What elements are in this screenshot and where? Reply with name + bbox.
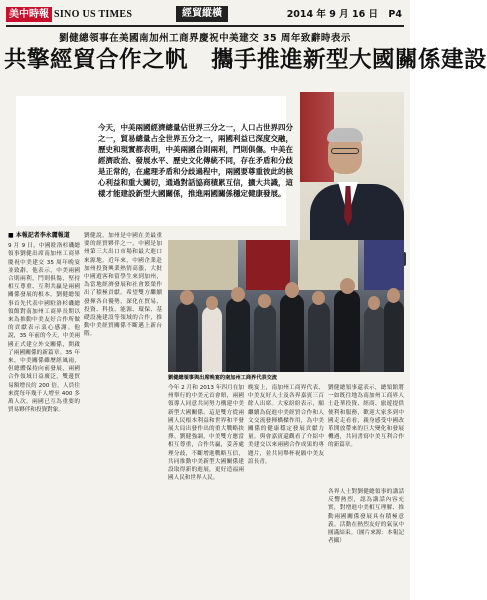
article-column-3: [168, 384, 244, 594]
paper-name: SINO US TIMES: [54, 9, 133, 20]
byline: ■ 本報記者李永麗報道: [8, 232, 70, 239]
masthead: [6, 5, 404, 27]
column-2-text: 劉健說，加州是中國在美最重要的經貿夥伴之一，中國是加州第三大出口市場和最大進口來源地。近年來，中國企業赴加州投資興業熱情高漲，大批中國遊客和留學生來到加州，為當地經濟發展和社會繁榮作出了積極貢獻。希望雙方繼續發揮各自優勢，深化在貿易、投資、科技、能源、環保、基礎設施建設等領域的合作，推動中美經貿關係不斷邁上新台階。: [84, 233, 162, 338]
column-4-text: 晚宴上，南加州工商界代表、中美友好人士及各界嘉賓三百餘人出席。大家紛紛表示，願繼續為促進中美經貿合作和人文交流發揮橋樑作用，為中美關係的健康穩定發展貢獻力量。與會嘉賓還觀看了介紹中美建交以來兩國合作成果的專題片，並共同舉杯祝願中美友誼長青。: [248, 385, 324, 465]
page-number: P4: [388, 9, 402, 20]
column-1-text: 9 月 9 日，中國駐洛杉磯總領事劉健出席南加州工商界慶祝中美建交 35 周年晚宴並致辭。他表示，中美兩國合則兩利，鬥則俱傷，堅持相互尊重、互利共贏是兩國關係發展的根本。劉健總領事首先代表中國駐洛杉磯總領館對南加州工商界長期以來為推動中美友好合作所做的貢獻表示衷心感謝。他說，35 年前的今天，中美兩國正式建立外交關係，開啟了兩國關係的新篇章。35 年來，中美關係雖歷經風雨，但總體保持向前發展，兩國合作領域日益廣泛，雙邊貿易額增長約 200 倍，人員往來從每年幾千人增至 400 多萬人次，兩國已互為重要的貿易夥伴和投資對象。: [8, 243, 80, 414]
column-3-text: 今年 2 月和 2013 年四月在加州舉行的中美元首會晤，兩國領導人同意共同努力構建中美新型大國關係。這是雙方從兩國人民根本利益和世界和平發展大局出發作出的重大戰略抉擇。劉健強調，中美雙方應當相互尊重，合作共贏，妥善處理分歧，不斷增進戰略互信，共同推動中美新型大國關係建設取得新的進展，更好造福兩國人民和世界人民。: [168, 385, 244, 482]
photo-caption: 劉健總領事與出席晚宴的南加州工商界代表交流: [168, 375, 277, 381]
reception-group-photo: [168, 240, 404, 372]
article-column-2: [84, 232, 162, 594]
article-column-1: [8, 232, 80, 594]
issue-date: 2014 年 9 月 16 日: [286, 9, 378, 20]
column-5-text: 劉健總領事還表示，總領館將一如既往地為南加州工商界人士赴華投資、經商、旅遊提供便利和服務，歡迎大家多到中國走走看看，親身感受中國改革開放帶來的巨大變化和發展機遇，共同書寫中美互利合作的新篇章。: [328, 385, 404, 449]
article-column-4: [248, 384, 324, 594]
column-6-text: 各界人士對劉健總領事的講話反響熱烈，認為講話內容充實，對增進中美相互理解、推動兩國關係發展具有積極意義。活動在熱烈友好的氣氛中圓滿結束。（圖片來源：本報記者攝）: [328, 489, 404, 545]
newspaper-logo: 美中時報: [6, 7, 52, 22]
subheadline: 劉健總領事在美國南加州工商界慶祝中美建交 35 周年致辭時表示: [59, 33, 351, 44]
article-column-5: [328, 384, 404, 484]
article-column-6: [328, 488, 404, 594]
lead-paragraph: 今天，中美兩國經濟總量佔世界三分之一，人口占世界四分之一，貿易總量占全世界五分之一，兩國利益已深度交融，歷史和現實都表明，中美兩國合則兩利，鬥則俱傷。中美在經濟政治、發展水平、歷史文化傳統不同，存在矛盾和分歧是正常的，在處理矛盾和分歧過程中，兩國要尊重彼此的核心利益和重大關切，通過對話協商積累互信，擴大共識，這樣才能建設新型大國關係，推進兩國關係穩定健康發展。: [98, 123, 293, 198]
section-label: 經貿縱橫: [176, 6, 228, 22]
headline: 共擎經貿合作之帆 攜手推進新型大國關係建設: [4, 47, 487, 73]
